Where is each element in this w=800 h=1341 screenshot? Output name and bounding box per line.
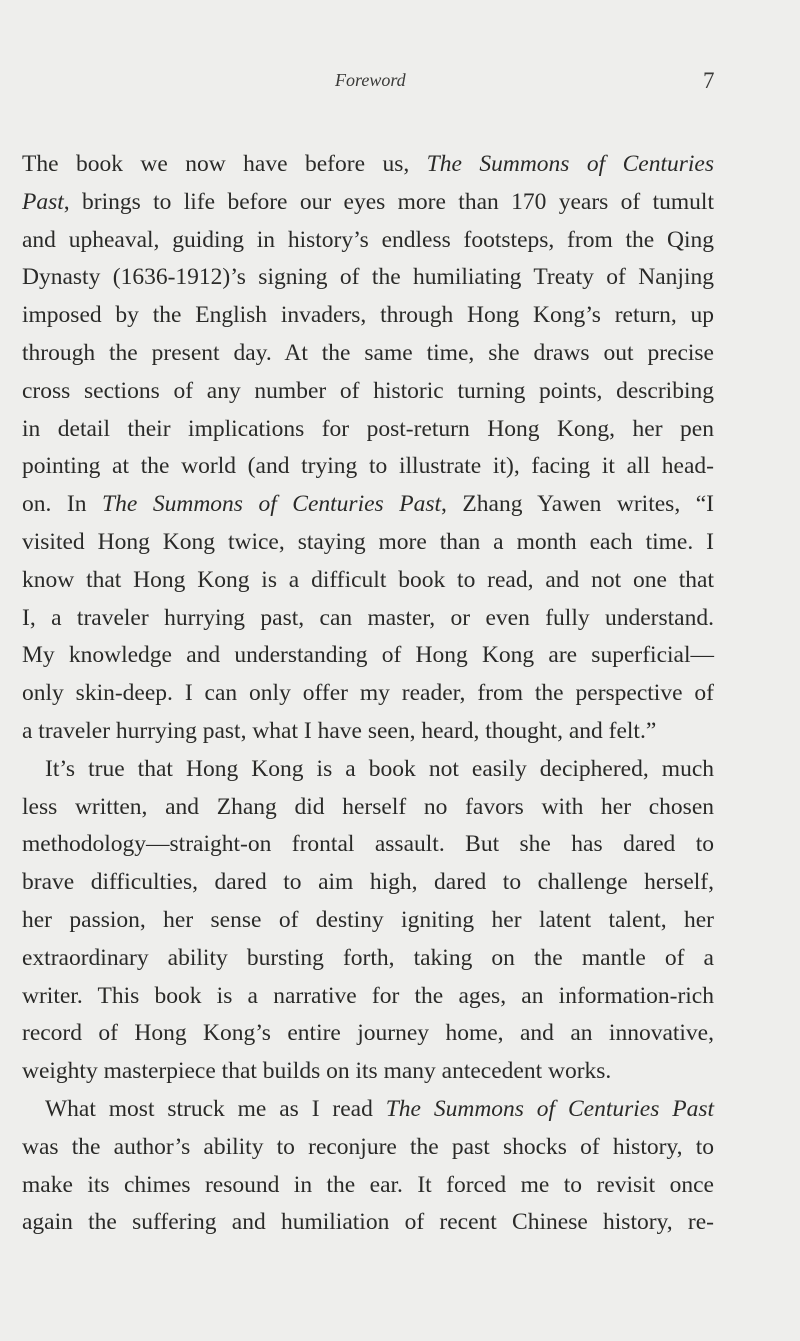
text-line [22, 1129, 714, 1167]
body-text [22, 146, 714, 1242]
text-run: again the suffering and humiliation of recent Chinese history, re- [22, 1209, 714, 1236]
text-run: Dynasty (1636-1912)’s signing of the humiliating Treaty of Nanjing [22, 264, 714, 291]
text-run: less written, and Zhang did herself no favors with her chosen [22, 793, 714, 820]
text-run: , Zhang Yawen writes, “I [441, 491, 714, 518]
paragraph [22, 1091, 714, 1242]
text-run: methodology—straight-on frontal assault. But she has dared to [22, 831, 714, 858]
text-line [22, 524, 714, 562]
text-run: in detail their implications for post-return Hong Kong, her pen [22, 415, 714, 442]
text-line [22, 562, 714, 600]
text-run: know that Hong Kong is a difficult book to read, and not one that [22, 566, 714, 593]
text-run: was the author’s ability to reconjure the past shocks of history, to [22, 1133, 714, 1160]
text-line [22, 259, 714, 297]
text-line [22, 184, 714, 222]
text-run: What most struck me as I read [45, 1095, 386, 1122]
text-run: extraordinary ability bursting forth, taking on the mantle of a [22, 944, 714, 971]
page-number: 7 [703, 68, 715, 93]
text-line [22, 1167, 714, 1205]
text-line [22, 751, 714, 789]
text-run: My knowledge and understanding of Hong Kong are superficial— [22, 642, 714, 669]
text-line [22, 713, 714, 751]
text-run: through the present day. At the same time, she draws out precise [22, 339, 714, 366]
text-run: make its chimes resound in the ear. It forced me to revisit once [22, 1171, 714, 1198]
text-run: The book we now have before us, [22, 151, 427, 177]
text-line [22, 637, 714, 675]
paragraph [22, 146, 714, 751]
text-run: a traveler hurrying past, what I have seen, heard, thought, and felt.” [22, 717, 657, 744]
text-run: record of Hong Kong’s entire journey home, and an innovative, [22, 1020, 714, 1047]
text-line [22, 902, 714, 940]
text-line [22, 335, 714, 373]
text-run: I, a traveler hurrying past, can master, or even fully understand. [22, 604, 714, 631]
text-run: cross sections of any number of historic turning points, describing [22, 377, 714, 404]
text-line [22, 600, 714, 638]
text-line [22, 411, 714, 449]
book-title-italic: The Summons of Centuries [426, 151, 715, 177]
text-line [22, 146, 714, 184]
book-title-italic: The Summons of Centuries Past [385, 1095, 715, 1122]
text-run: on. In [22, 491, 103, 518]
text-line [22, 1204, 714, 1242]
running-head [0, 68, 800, 98]
text-run: pointing at the world (and trying to illustrate it), facing it all head- [22, 453, 714, 480]
text-line [22, 978, 714, 1016]
section-title: Foreword [335, 70, 406, 90]
text-line [22, 373, 714, 411]
text-line [22, 222, 714, 260]
text-run: and upheaval, guiding in history’s endless footsteps, from the Qing [22, 226, 714, 253]
text-line [22, 864, 714, 902]
text-line [22, 1091, 714, 1129]
text-line [22, 1015, 714, 1053]
text-run: It’s true that Hong Kong is a book not easily deciphered, much [45, 755, 714, 782]
text-run: her passion, her sense of destiny igniting her latent talent, her [22, 906, 714, 933]
text-run: visited Hong Kong twice, staying more than a month each time. I [22, 528, 714, 555]
text-line [22, 675, 714, 713]
paragraph [22, 751, 714, 1091]
text-line [22, 448, 714, 486]
text-run: only skin-deep. I can only offer my reader, from the perspective of [22, 680, 714, 707]
book-title-italic: The Summons of Centuries Past [102, 491, 442, 518]
text-line [22, 940, 714, 978]
text-run: writer. This book is a narrative for the ages, an information-rich [22, 982, 714, 1009]
text-line [22, 486, 714, 524]
book-title-italic: Past [22, 188, 64, 215]
text-line [22, 297, 714, 335]
text-run: weighty masterpiece that builds on its many antecedent works. [22, 1058, 612, 1085]
text-run: imposed by the English invaders, through Hong Kong’s return, up [22, 302, 714, 329]
text-line [22, 1053, 714, 1091]
text-run: , brings to life before our eyes more than 170 years of tumult [63, 188, 714, 215]
text-run: brave difficulties, dared to aim high, dared to challenge herself, [22, 869, 714, 896]
text-line [22, 789, 714, 827]
text-line [22, 826, 714, 864]
